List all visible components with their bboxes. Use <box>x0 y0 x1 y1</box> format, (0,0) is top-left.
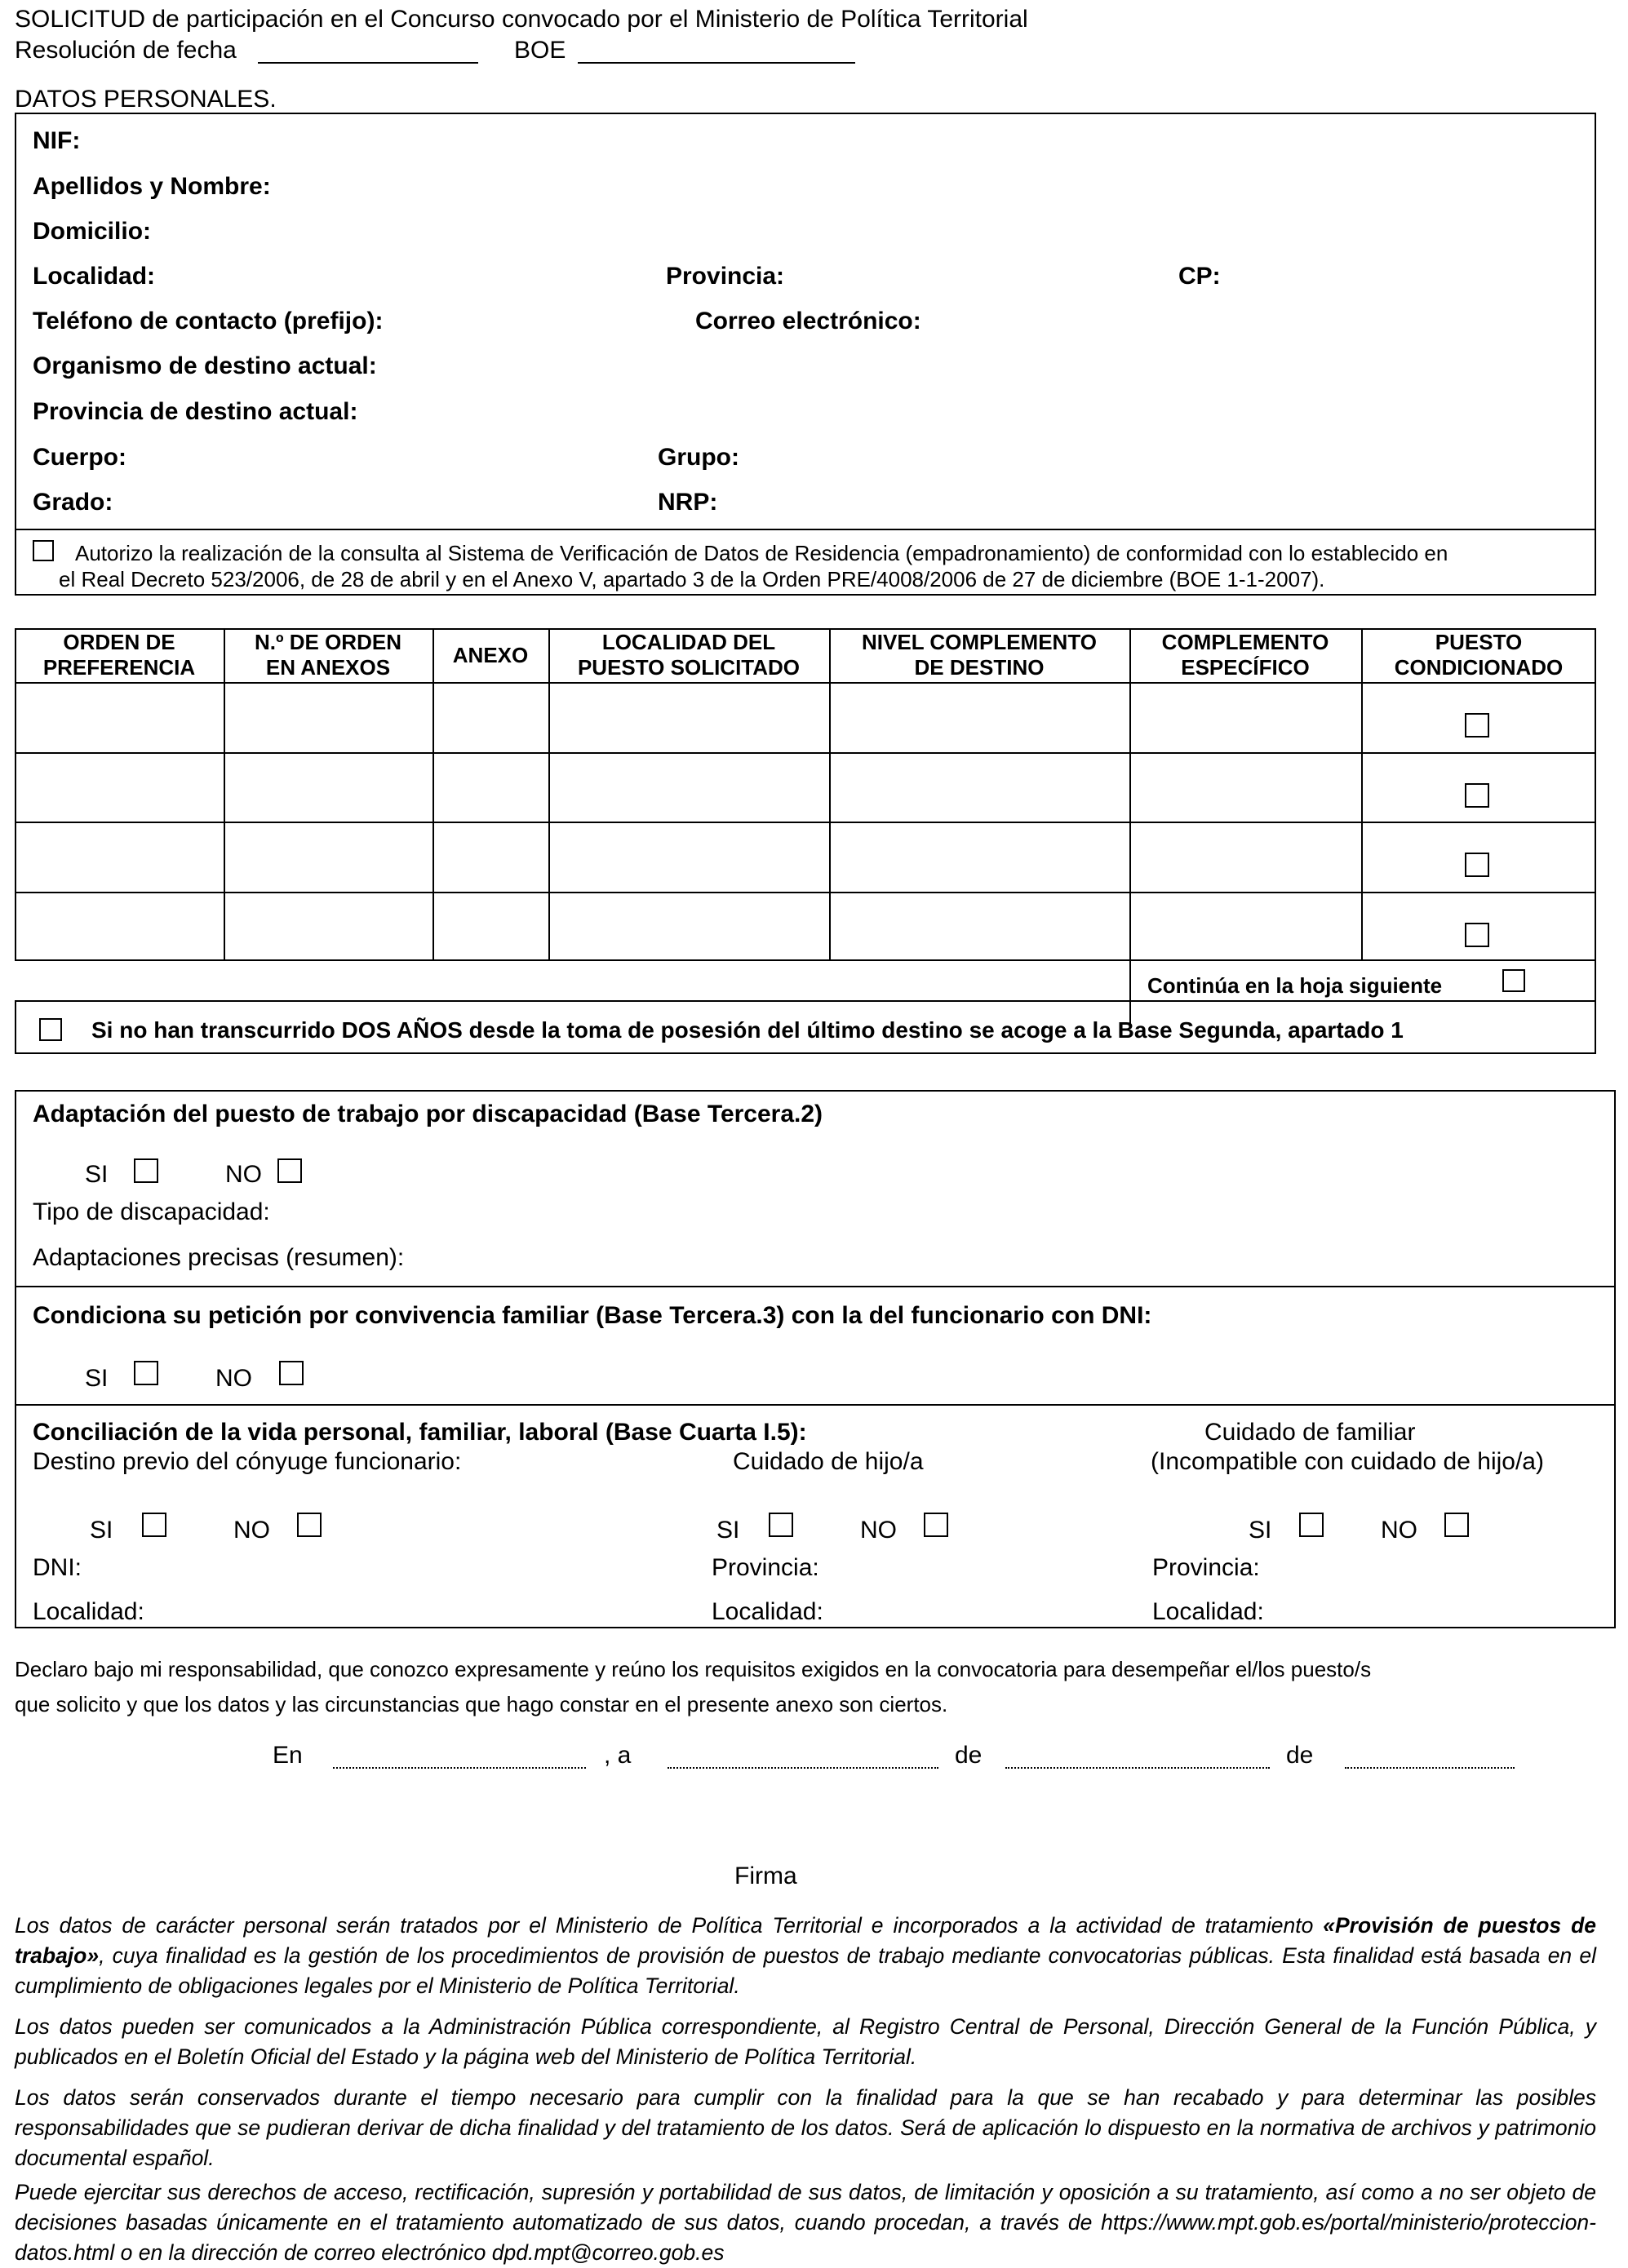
destino-conyuge-label: Destino previo del cónyuge funcionario: <box>33 1448 462 1475</box>
provincia-label: Provincia: <box>666 263 785 290</box>
telefono-label: Teléfono de contacto (prefijo): <box>33 308 384 334</box>
a-label: , a <box>604 1742 632 1769</box>
continua-checkbox[interactable] <box>1502 969 1525 992</box>
table-row-divider <box>15 682 1596 684</box>
conyuge-si-checkbox[interactable] <box>142 1513 166 1537</box>
divider <box>15 529 1596 530</box>
boe-label: BOE <box>514 37 566 64</box>
adaptacion-title: Adaptación del puesto de trabajo por discapacidad (Base Tercera.2) <box>33 1101 823 1127</box>
adaptaciones-label: Adaptaciones precisas (resumen): <box>33 1244 405 1271</box>
adaptacion-si-label: SI <box>85 1161 109 1188</box>
col-header-nivel: NIVEL COMPLEMENTO DE DESTINO <box>862 630 1097 680</box>
datos-personales-heading: DATOS PERSONALES. <box>15 86 277 113</box>
condicionado-checkbox-3[interactable] <box>1465 853 1489 877</box>
hijo-provincia-label: Provincia: <box>712 1554 819 1581</box>
grupo-label: Grupo: <box>658 444 739 471</box>
familiar-provincia-label: Provincia: <box>1152 1554 1260 1581</box>
familiar-no-checkbox[interactable] <box>1444 1513 1469 1537</box>
condicionado-checkbox-2[interactable] <box>1465 783 1489 808</box>
provincia-destino-label: Provincia de destino actual: <box>33 398 358 425</box>
autorizo-text-line1: Autorizo la realización de la consulta al Sistema de Verificación de Datos de Residencia (empadronamiento) de conformidad con lo establecido en <box>75 541 1448 565</box>
continua-label: Continúa en la hoja siguiente <box>1147 973 1443 998</box>
year-field[interactable] <box>1345 1767 1515 1769</box>
table-row-divider <box>15 752 1596 754</box>
table-row-divider <box>15 892 1596 893</box>
conyuge-dni-label: DNI: <box>33 1554 82 1581</box>
de-label-1: de <box>955 1742 983 1769</box>
privacy-paragraph-3: Los datos serán conservados durante el tiempo necesario para cumplir con la finalidad para la que se han recabado y para determinar las posibles responsabilidades que se pudieran derivar de dicha finalidad y del tratamiento de los datos. Será de aplicación lo dispuesto en la normativa de archivos y patrimonio documental español. <box>15 2085 1596 2170</box>
form-title: SOLICITUD de participación en el Concurso convocado por el Ministerio de Política Territorial <box>15 6 1028 33</box>
firma-label: Firma <box>734 1863 797 1889</box>
conyuge-no-checkbox[interactable] <box>297 1513 322 1537</box>
table-row-divider <box>15 822 1596 823</box>
correo-label: Correo electrónico: <box>695 308 921 334</box>
localidad-label: Localidad: <box>33 263 156 290</box>
hijo-si-checkbox[interactable] <box>769 1513 793 1537</box>
conyuge-si-label: SI <box>90 1517 113 1544</box>
col-header-condicionado: PUESTO CONDICIONADO <box>1394 630 1564 680</box>
privacy-paragraph-2: Los datos pueden ser comunicados a la Administración Pública correspondiente, al Registro Central de Personal, Dirección General de la Función Pública, y publicados en el Boletín Oficial del Estado y la página web del Ministerio de Política Territorial. <box>15 2014 1596 2069</box>
privacy-paragraph-4: Puede ejercitar sus derechos de acceso, rectificación, supresión y portabilidad de sus datos, de limitación y oposición a su tratamiento, así como a no ser objeto de decisiones basadas únicamente en el tratamiento automatizado de sus datos, cuando procedan, a través de https://www.mpt.gob.es/portal/ministerio/proteccion-datos.html o en la dirección de correo electrónico dpd.mpt@correo.gob.es <box>15 2180 1596 2265</box>
condiciona-si-checkbox[interactable] <box>134 1361 158 1385</box>
resolucion-label: Resolución de fecha <box>15 37 237 64</box>
condiciona-no-label: NO <box>215 1365 252 1392</box>
condiciona-no-checkbox[interactable] <box>279 1361 304 1385</box>
cuerpo-label: Cuerpo: <box>33 444 126 471</box>
cp-label: CP: <box>1178 263 1221 290</box>
familiar-si-label: SI <box>1249 1517 1272 1544</box>
hijo-no-label: NO <box>860 1517 897 1544</box>
familiar-localidad-label: Localidad: <box>1152 1598 1264 1625</box>
condiciona-si-label: SI <box>85 1365 109 1392</box>
declaracion-line2: que solicito y que los datos y las circunstancias que hago constar en el presente anexo son ciertos. <box>15 1692 948 1717</box>
divider <box>15 1286 1616 1287</box>
boe-line[interactable] <box>578 62 855 64</box>
col-header-localidad: LOCALIDAD DEL PUESTO SOLICITADO <box>577 630 801 680</box>
familiar-si-checkbox[interactable] <box>1299 1513 1324 1537</box>
hijo-si-label: SI <box>716 1517 740 1544</box>
en-label: En <box>273 1742 303 1769</box>
adaptacion-no-label: NO <box>225 1161 262 1188</box>
domicilio-label: Domicilio: <box>33 218 152 245</box>
apellidos-label: Apellidos y Nombre: <box>33 173 271 200</box>
adaptacion-no-checkbox[interactable] <box>277 1158 302 1183</box>
privacy-paragraph-1: Los datos de carácter personal serán tratados por el Ministerio de Política Territorial e incorporados a la actividad de tratamiento «Provisión de puestos de trabajo», cuya finalidad es la gestión de los procedimientos de provisión de puestos de trabajo mediante convocatorias públicas. Esta finalidad está basada en el cumplimiento de obligaciones legales por el Ministerio de Política Territorial. <box>15 1913 1596 1998</box>
table-col-divider <box>1595 961 1596 1002</box>
hijo-no-checkbox[interactable] <box>924 1513 948 1537</box>
conciliacion-title: Conciliación de la vida personal, familiar, laboral (Base Cuarta I.5): <box>33 1419 807 1446</box>
month-field[interactable] <box>1005 1767 1270 1769</box>
cuidado-hijo-label: Cuidado de hijo/a <box>733 1448 924 1475</box>
adaptacion-si-checkbox[interactable] <box>134 1158 158 1183</box>
cuidado-familiar-note: (Incompatible con cuidado de hijo/a) <box>1151 1448 1544 1475</box>
divider <box>15 1404 1616 1406</box>
tipo-discapacidad-label: Tipo de discapacidad: <box>33 1198 270 1225</box>
condicionado-checkbox-1[interactable] <box>1465 713 1489 738</box>
condicionado-checkbox-4[interactable] <box>1465 923 1489 947</box>
col-header-anexo: ANEXO <box>452 642 529 667</box>
cuidado-familiar-label: Cuidado de familiar <box>1204 1419 1416 1446</box>
grado-label: Grado: <box>33 489 113 516</box>
familiar-no-label: NO <box>1381 1517 1417 1544</box>
conyuge-no-label: NO <box>233 1517 270 1544</box>
col-header-num-orden: N.º DE ORDEN EN ANEXOS <box>255 630 401 680</box>
condiciona-title: Condiciona su petición por convivencia familiar (Base Tercera.3) con la del funcionario con DNI: <box>33 1302 1152 1329</box>
autorizo-text-line2: el Real Decreto 523/2006, de 28 de abril y en el Anexo V, apartado 3 de la Orden PRE/4008/2006 de 27 de diciembre (BOE 1-1-2007). <box>59 567 1325 591</box>
hijo-localidad-label: Localidad: <box>712 1598 823 1625</box>
dos-anos-text: Si no han transcurrido DOS AÑOS desde la toma de posesión del último destino se acoge a la Base Segunda, apartado 1 <box>91 1017 1404 1043</box>
conyuge-localidad-label: Localidad: <box>33 1598 144 1625</box>
place-field[interactable] <box>333 1767 586 1769</box>
de-label-2: de <box>1286 1742 1314 1769</box>
autorizo-checkbox[interactable] <box>33 540 54 561</box>
day-field[interactable] <box>668 1767 938 1769</box>
organismo-label: Organismo de destino actual: <box>33 352 377 379</box>
declaracion-line1: Declaro bajo mi responsabilidad, que conozco expresamente y reúno los requisitos exigidos en la convocatoria para desempeñar el/los puesto/s <box>15 1657 1372 1681</box>
resolucion-date-line[interactable] <box>258 62 478 64</box>
col-header-especifico: COMPLEMENTO ESPECÍFICO <box>1161 630 1329 680</box>
nrp-label: NRP: <box>658 489 718 516</box>
table-col-divider <box>1129 628 1131 1028</box>
nif-label: NIF: <box>33 127 81 154</box>
dos-anos-checkbox[interactable] <box>39 1018 62 1041</box>
col-header-orden: ORDEN DE PREFERENCIA <box>42 630 196 680</box>
